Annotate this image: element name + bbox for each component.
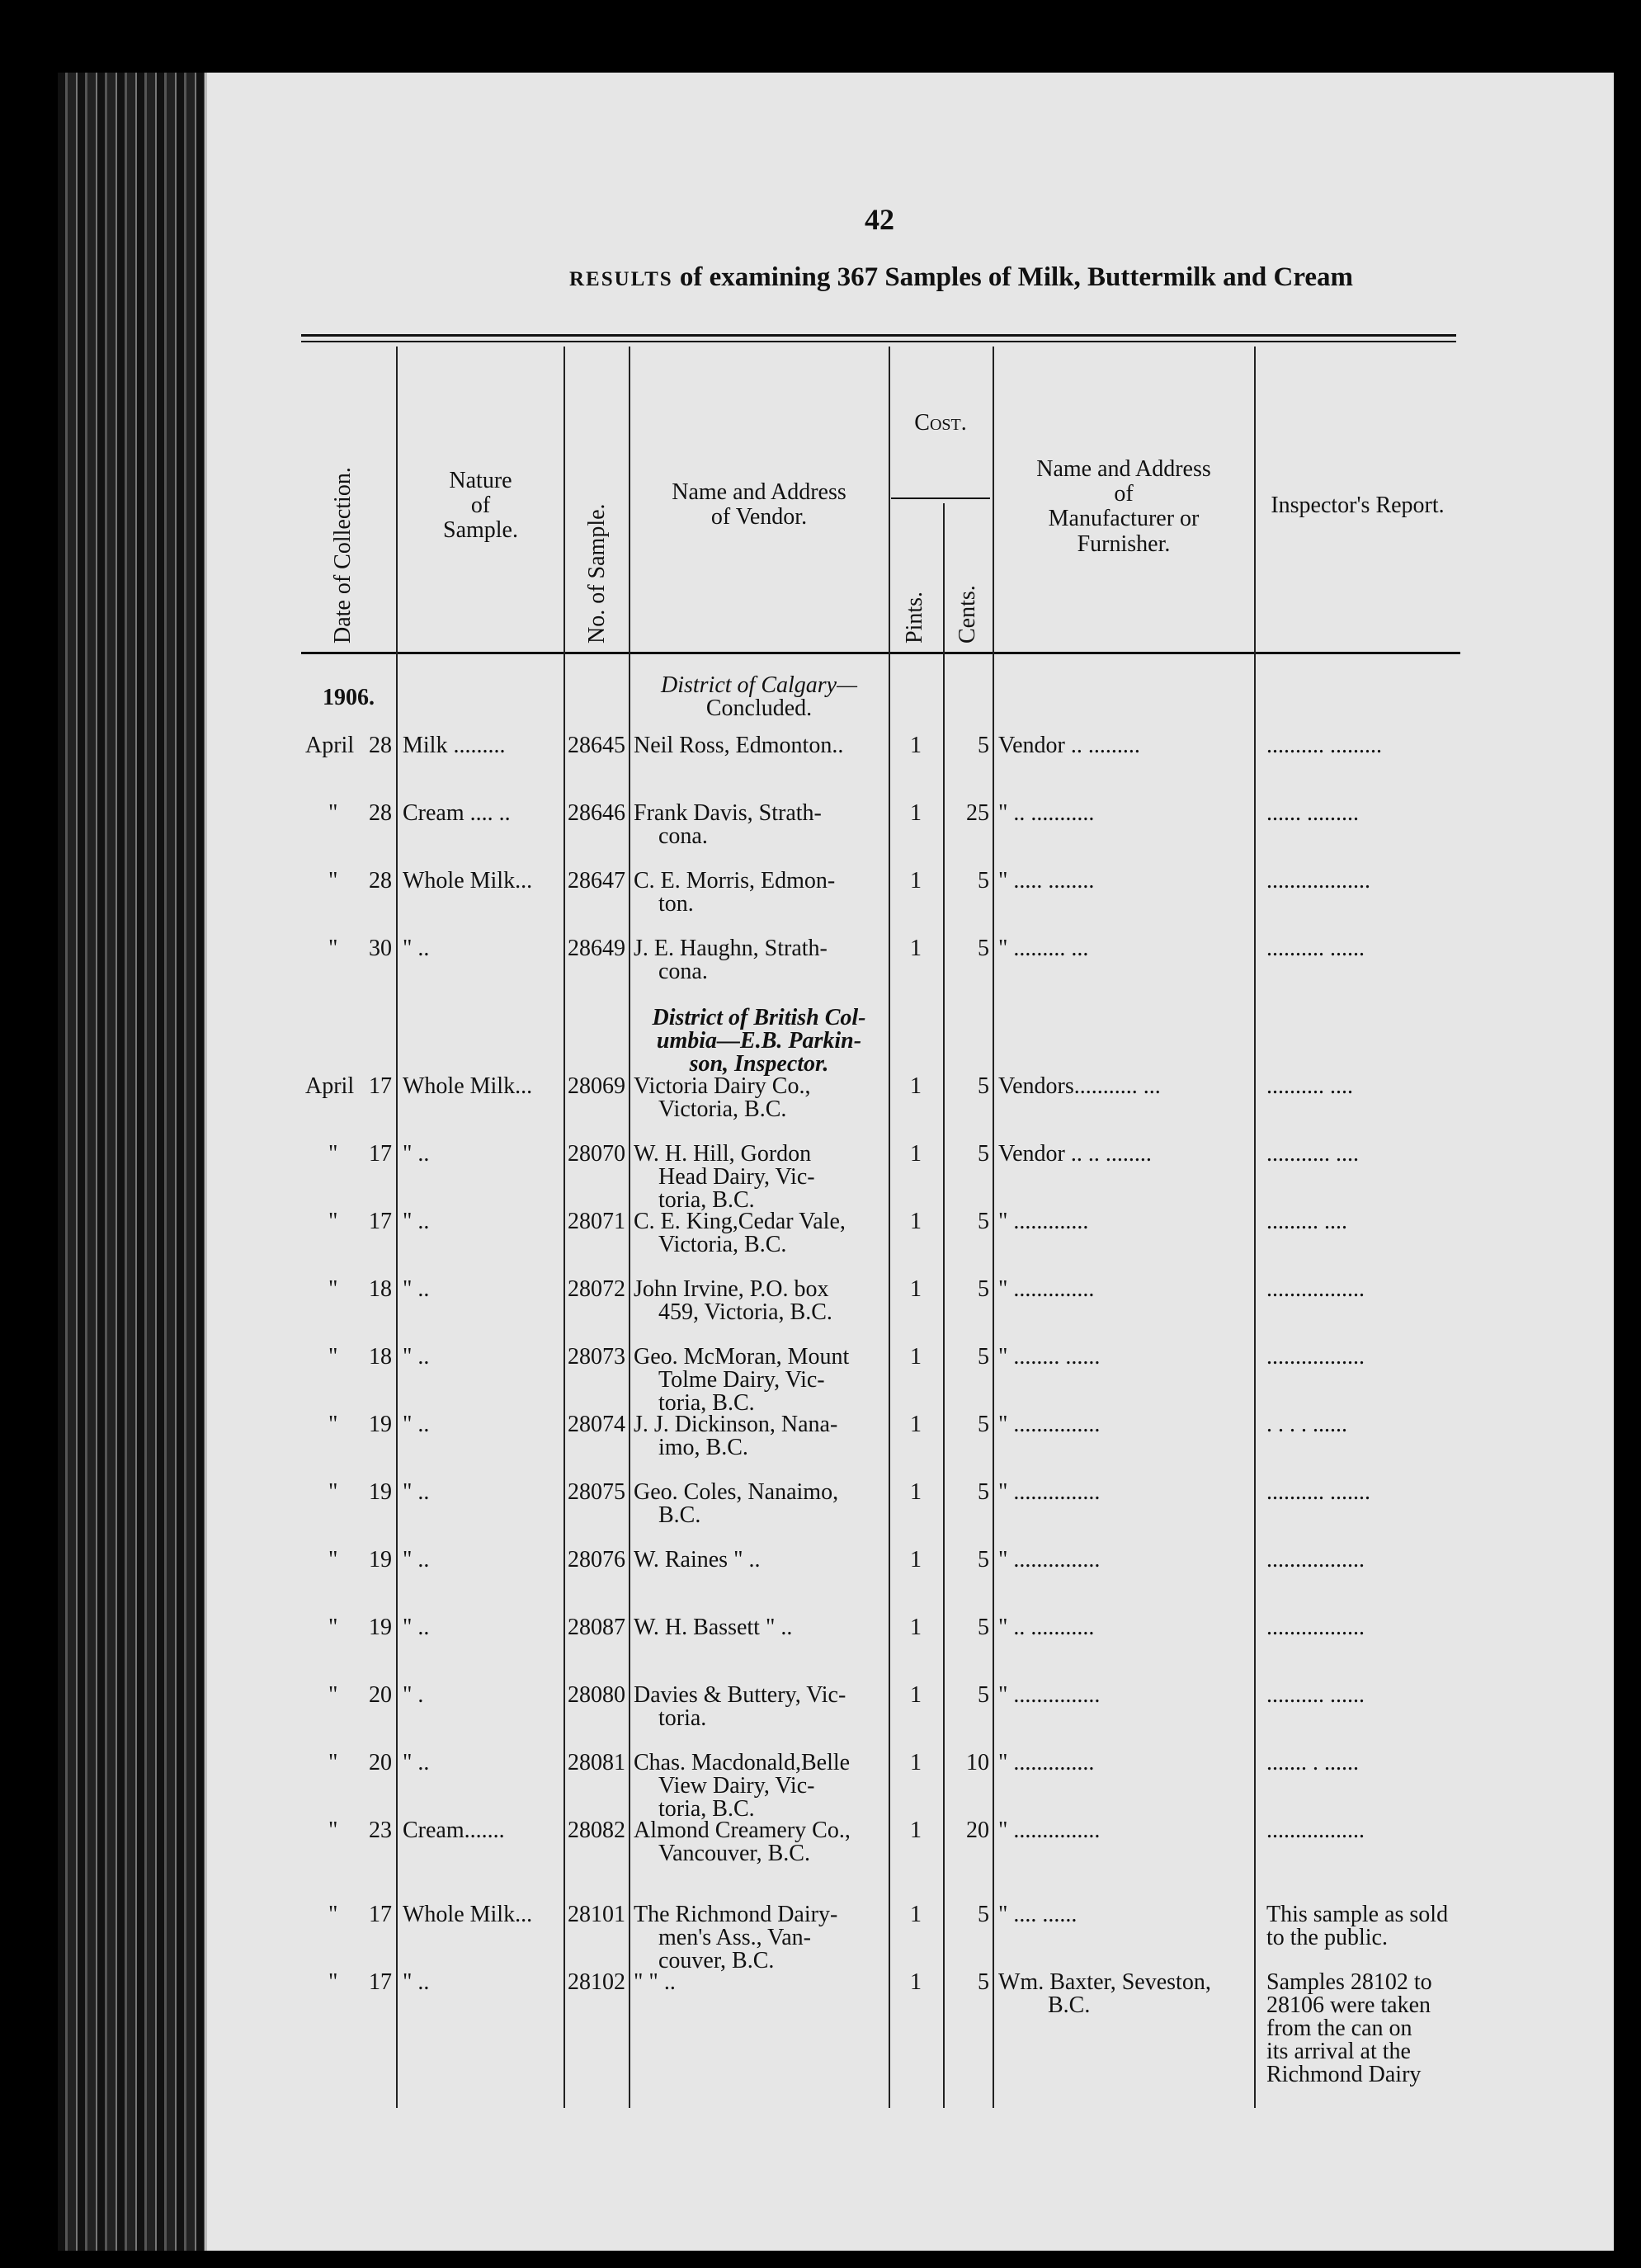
row-sample-number: 28080 [568, 1682, 625, 1708]
row-sample-number: 28102 [568, 1969, 625, 1995]
row-report-line: .......... ...... [1266, 1682, 1365, 1708]
row-vendor-line: Tolme Dairy, Vic- [658, 1367, 825, 1393]
row-day: 17 [369, 1141, 392, 1167]
row-month: " [328, 1682, 338, 1708]
row-pints: 1 [910, 1412, 922, 1437]
row-day: 20 [369, 1750, 392, 1775]
row-manufacturer-line: Vendors........... ... [998, 1073, 1161, 1099]
row-nature: " .. [403, 1547, 430, 1573]
row-day: 28 [369, 733, 392, 758]
header-number: No. of Sample. [584, 503, 610, 644]
header-manufacturer-line: of [1114, 481, 1134, 507]
row-vendor-line: John Irvine, P.O. box [634, 1276, 829, 1302]
row-pints: 1 [910, 1073, 922, 1099]
row-manufacturer-line: " .. ........... [998, 1615, 1095, 1640]
row-vendor-line: W. H. Bassett " .. [634, 1615, 793, 1640]
row-month: " [328, 1141, 338, 1167]
row-month: " [328, 1615, 338, 1640]
row-vendor-line: 459, Victoria, B.C. [658, 1299, 832, 1325]
header-vendor [631, 480, 887, 530]
row-report-line: to the public. [1266, 1925, 1388, 1950]
row-report-line: ........... .... [1266, 1141, 1359, 1167]
row-report-line: from the can on [1266, 2016, 1412, 2041]
row-cents: 5 [978, 1276, 989, 1302]
row-sample-number: 28076 [568, 1547, 625, 1573]
row-cents: 5 [978, 1209, 989, 1234]
row-report-line: This sample as sold [1266, 1902, 1449, 1927]
row-vendor-line: toria, B.C. [658, 1390, 755, 1416]
top-rule-2 [301, 341, 1456, 342]
row-cents: 5 [978, 733, 989, 758]
row-pints: 1 [910, 1682, 922, 1708]
row-vendor-line: Davies & Buttery, Vic- [634, 1682, 846, 1708]
row-cents: 5 [978, 1412, 989, 1437]
row-manufacturer-line: " ......... ... [998, 936, 1089, 961]
row-report-line: ......... .... [1266, 1209, 1347, 1234]
district-heading: son, Inspector. [689, 1051, 829, 1077]
row-pints: 1 [910, 1750, 922, 1775]
row-manufacturer-line: " ........ ...... [998, 1344, 1101, 1370]
row-vendor-line: imo, B.C. [658, 1435, 748, 1460]
row-report-line: .......... .... [1266, 1073, 1353, 1099]
row-cents: 20 [966, 1818, 989, 1843]
row-month: " [328, 1818, 338, 1843]
row-vendor-line: men's Ass., Van- [658, 1925, 811, 1950]
row-sample-number: 28071 [568, 1209, 625, 1234]
row-report-line: its arrival at the [1266, 2039, 1411, 2064]
row-day: 28 [369, 868, 392, 894]
row-manufacturer-line: " ............... [998, 1818, 1101, 1843]
row-sample-number: 28647 [568, 868, 625, 894]
district-heading: District of Calgary— [660, 672, 857, 698]
header-nature-line: of [470, 493, 491, 519]
row-manufacturer-line: " ............... [998, 1479, 1101, 1505]
row-report-line: 28106 were taken [1266, 1992, 1431, 2018]
page-number: 42 [865, 203, 894, 236]
row-month: " [328, 936, 338, 961]
row-sample-number: 28081 [568, 1750, 625, 1775]
row-nature: Cream....... [403, 1818, 505, 1843]
row-day: 17 [369, 1902, 392, 1927]
row-vendor-line: Victoria, B.C. [658, 1232, 787, 1257]
row-nature: " .. [403, 1479, 430, 1505]
row-pints: 1 [910, 800, 922, 826]
row-day: 30 [369, 936, 392, 961]
row-month: April [305, 1073, 355, 1099]
row-report-line: ................. [1266, 1547, 1365, 1573]
row-month: " [328, 800, 338, 826]
row-nature: " .. [403, 1750, 430, 1775]
row-pints: 1 [910, 1818, 922, 1843]
row-vendor-line: cona. [658, 959, 708, 984]
row-manufacturer-line: " ............... [998, 1682, 1101, 1708]
header-cents: Cents. [955, 585, 980, 644]
row-cents: 5 [978, 1073, 989, 1099]
row-vendor-line: toria, B.C. [658, 1796, 755, 1822]
header-report: Inspector's Report. [1271, 493, 1445, 518]
row-vendor-line: " " .. [634, 1969, 676, 1995]
row-report-line: ....... . ...... [1266, 1750, 1359, 1775]
row-manufacturer-line: " .............. [998, 1750, 1095, 1775]
row-pints: 1 [910, 733, 922, 758]
row-day: 18 [369, 1276, 392, 1302]
col-line-6 [993, 347, 994, 2108]
district-heading: District of British Col- [652, 1005, 866, 1030]
row-manufacturer-line: " .............. [998, 1276, 1095, 1302]
row-report-line: .......... ......... [1266, 733, 1382, 758]
district-heading: Concluded. [705, 695, 813, 721]
row-pints: 1 [910, 1547, 922, 1573]
row-sample-number: 28074 [568, 1412, 625, 1437]
row-day: 19 [369, 1615, 392, 1640]
year-label: 1906. [323, 685, 375, 710]
row-report-line: ................. [1266, 1615, 1365, 1640]
row-nature: " .. [403, 1412, 430, 1437]
book-binding [58, 73, 205, 2251]
row-sample-number: 28072 [568, 1276, 625, 1302]
header-manufacturer-line: Manufacturer or [1048, 506, 1200, 532]
row-pints: 1 [910, 1344, 922, 1370]
page-title [569, 262, 1353, 293]
col-line-7 [1254, 347, 1256, 2108]
row-vendor-line: J. E. Haughn, Strath- [634, 936, 828, 961]
row-nature: " .. [403, 1276, 430, 1302]
row-vendor-line: toria. [658, 1705, 707, 1731]
row-report-line: Samples 28102 to [1266, 1969, 1432, 1995]
row-nature: Cream .... .. [403, 800, 511, 826]
row-cents: 5 [978, 1615, 989, 1640]
row-month: " [328, 1902, 338, 1927]
row-day: 19 [369, 1479, 392, 1505]
row-day: 17 [369, 1969, 392, 1995]
row-report-line: .......... ....... [1266, 1479, 1370, 1505]
row-sample-number: 28101 [568, 1902, 625, 1927]
col-line-5 [943, 503, 945, 2108]
row-nature: " .. [403, 1344, 430, 1370]
row-cents: 5 [978, 1969, 989, 1995]
row-cents: 5 [978, 1344, 989, 1370]
row-sample-number: 28073 [568, 1344, 625, 1370]
row-vendor-line: View Dairy, Vic- [658, 1773, 815, 1799]
row-day: 17 [369, 1073, 392, 1099]
row-month: " [328, 1750, 338, 1775]
header-vendor-line: of Vendor. [710, 504, 808, 530]
row-vendor-line: Chas. Macdonald,Belle [634, 1750, 851, 1775]
header-manufacturer-line: Furnisher. [1077, 530, 1171, 557]
row-vendor-line: Neil Ross, Edmonton.. [634, 733, 844, 758]
header-pints: Pints. [902, 591, 927, 644]
row-nature: " .. [403, 1209, 430, 1234]
row-manufacturer-line: B.C. [1048, 1992, 1091, 2018]
row-month: " [328, 1969, 338, 1995]
row-sample-number: 28087 [568, 1615, 625, 1640]
row-pints: 1 [910, 936, 922, 961]
row-manufacturer-line: " ..... ........ [998, 868, 1095, 894]
row-cents: 5 [978, 1141, 989, 1167]
row-vendor-line: W. H. Hill, Gordon [634, 1141, 812, 1167]
row-manufacturer-line: " .... ...... [998, 1902, 1077, 1927]
row-month: " [328, 1209, 338, 1234]
row-vendor-line: B.C. [658, 1502, 701, 1528]
col-line-3 [629, 347, 630, 2108]
row-month: April [305, 733, 355, 758]
row-nature: Whole Milk... [403, 1073, 533, 1099]
row-nature: " .. [403, 1969, 430, 1995]
header-nature-line: Sample. [443, 517, 518, 544]
top-rule-1 [301, 334, 1456, 337]
row-month: " [328, 1479, 338, 1505]
row-vendor-line: J. J. Dickinson, Nana- [634, 1412, 838, 1437]
row-nature: " .. [403, 1615, 430, 1640]
row-report-line: . . . . ...... [1266, 1412, 1347, 1437]
row-vendor-line: Victoria, B.C. [658, 1096, 787, 1122]
row-pints: 1 [910, 1479, 922, 1505]
row-manufacturer-line: Vendor .. .. ........ [998, 1141, 1152, 1167]
row-nature: " .. [403, 936, 430, 961]
row-sample-number: 28645 [568, 733, 625, 758]
header-nature [400, 469, 561, 544]
row-report-line: .................. [1266, 868, 1370, 894]
row-manufacturer-line: " ............. [998, 1209, 1089, 1234]
row-manufacturer-line: " ............... [998, 1547, 1101, 1573]
row-sample-number: 28649 [568, 936, 625, 961]
row-day: 23 [369, 1818, 392, 1843]
row-cents: 5 [978, 936, 989, 961]
row-pints: 1 [910, 1902, 922, 1927]
row-vendor-line: ton. [658, 891, 694, 917]
row-sample-number: 28069 [568, 1073, 625, 1099]
row-vendor-line: Geo. Coles, Nanaimo, [634, 1479, 839, 1505]
header-rule [301, 652, 1460, 654]
row-manufacturer-line: Vendor .. ......... [998, 733, 1140, 758]
row-vendor-line: Victoria Dairy Co., [634, 1073, 811, 1099]
row-month: " [328, 1412, 338, 1437]
row-day: 18 [369, 1344, 392, 1370]
row-nature: Milk ......... [403, 733, 506, 758]
row-month: " [328, 1344, 338, 1370]
row-report-line: ................. [1266, 1276, 1365, 1302]
row-report-line: ................. [1266, 1818, 1365, 1843]
row-cents: 5 [978, 868, 989, 894]
row-vendor-line: cona. [658, 823, 708, 849]
col-line-2 [564, 347, 565, 2108]
row-month: " [328, 1276, 338, 1302]
header-manufacturer-line: Name and Address [1036, 456, 1211, 482]
row-sample-number: 28075 [568, 1479, 625, 1505]
col-line-1 [396, 347, 398, 2108]
row-vendor-line: Head Dairy, Vic- [658, 1164, 815, 1190]
row-pints: 1 [910, 1209, 922, 1234]
row-report-line: ...... ......... [1266, 800, 1359, 826]
district-heading: umbia—E.B. Parkin- [656, 1028, 862, 1054]
cost-rule [891, 497, 990, 499]
title-text: of examining 367 Samples of Milk, Buttermilk and Cream [679, 262, 1354, 292]
row-vendor-line: C. E. Morris, Edmon- [634, 868, 836, 894]
row-month: " [328, 1547, 338, 1573]
row-month: " [328, 868, 338, 894]
row-vendor-line: toria, B.C. [658, 1187, 755, 1213]
row-day: 17 [369, 1209, 392, 1234]
row-manufacturer-line: " .. ........... [998, 800, 1095, 826]
header-manufacturer [996, 457, 1252, 557]
row-vendor-line: Almond Creamery Co., [634, 1818, 851, 1843]
row-vendor-line: Frank Davis, Strath- [634, 800, 822, 826]
row-day: 28 [369, 800, 392, 826]
row-vendor-line: W. Raines " .. [634, 1547, 761, 1573]
row-nature: Whole Milk... [403, 868, 533, 894]
row-day: 19 [369, 1412, 392, 1437]
row-pints: 1 [910, 1969, 922, 1995]
row-report-line: Richmond Dairy [1266, 2062, 1422, 2087]
row-cents: 5 [978, 1902, 989, 1927]
row-pints: 1 [910, 868, 922, 894]
row-pints: 1 [910, 1615, 922, 1640]
row-manufacturer-line: Wm. Baxter, Seveston, [998, 1969, 1211, 1995]
row-pints: 1 [910, 1276, 922, 1302]
row-sample-number: 28082 [568, 1818, 625, 1843]
row-cents: 5 [978, 1682, 989, 1708]
row-vendor-line: The Richmond Dairy- [634, 1902, 838, 1927]
row-day: 19 [369, 1547, 392, 1573]
row-pints: 1 [910, 1141, 922, 1167]
row-nature: " . [403, 1682, 424, 1708]
header-nature-line: Nature [449, 468, 512, 493]
row-report-line: ................. [1266, 1344, 1365, 1370]
title-smallcaps: RESULTS [569, 268, 673, 290]
row-day: 20 [369, 1682, 392, 1708]
row-report-line: .......... ...... [1266, 936, 1365, 961]
row-vendor-line: Geo. McMoran, Mount [634, 1344, 850, 1370]
row-vendor-line: couver, B.C. [658, 1948, 775, 1973]
row-vendor-line: Vancouver, B.C. [658, 1841, 810, 1866]
row-manufacturer-line: " ............... [998, 1412, 1101, 1437]
row-nature: " .. [403, 1141, 430, 1167]
header-vendor-line: Name and Address [672, 479, 846, 505]
header-date: Date of Collection. [330, 467, 356, 644]
row-vendor-line: C. E. King,Cedar Vale, [634, 1209, 846, 1234]
row-cents: 5 [978, 1479, 989, 1505]
row-sample-number: 28646 [568, 800, 625, 826]
row-sample-number: 28070 [568, 1141, 625, 1167]
row-cents: 25 [966, 800, 989, 826]
row-cents: 5 [978, 1547, 989, 1573]
header-cost: Cost. [914, 410, 967, 436]
row-cents: 10 [966, 1750, 989, 1775]
row-nature: Whole Milk... [403, 1902, 533, 1927]
